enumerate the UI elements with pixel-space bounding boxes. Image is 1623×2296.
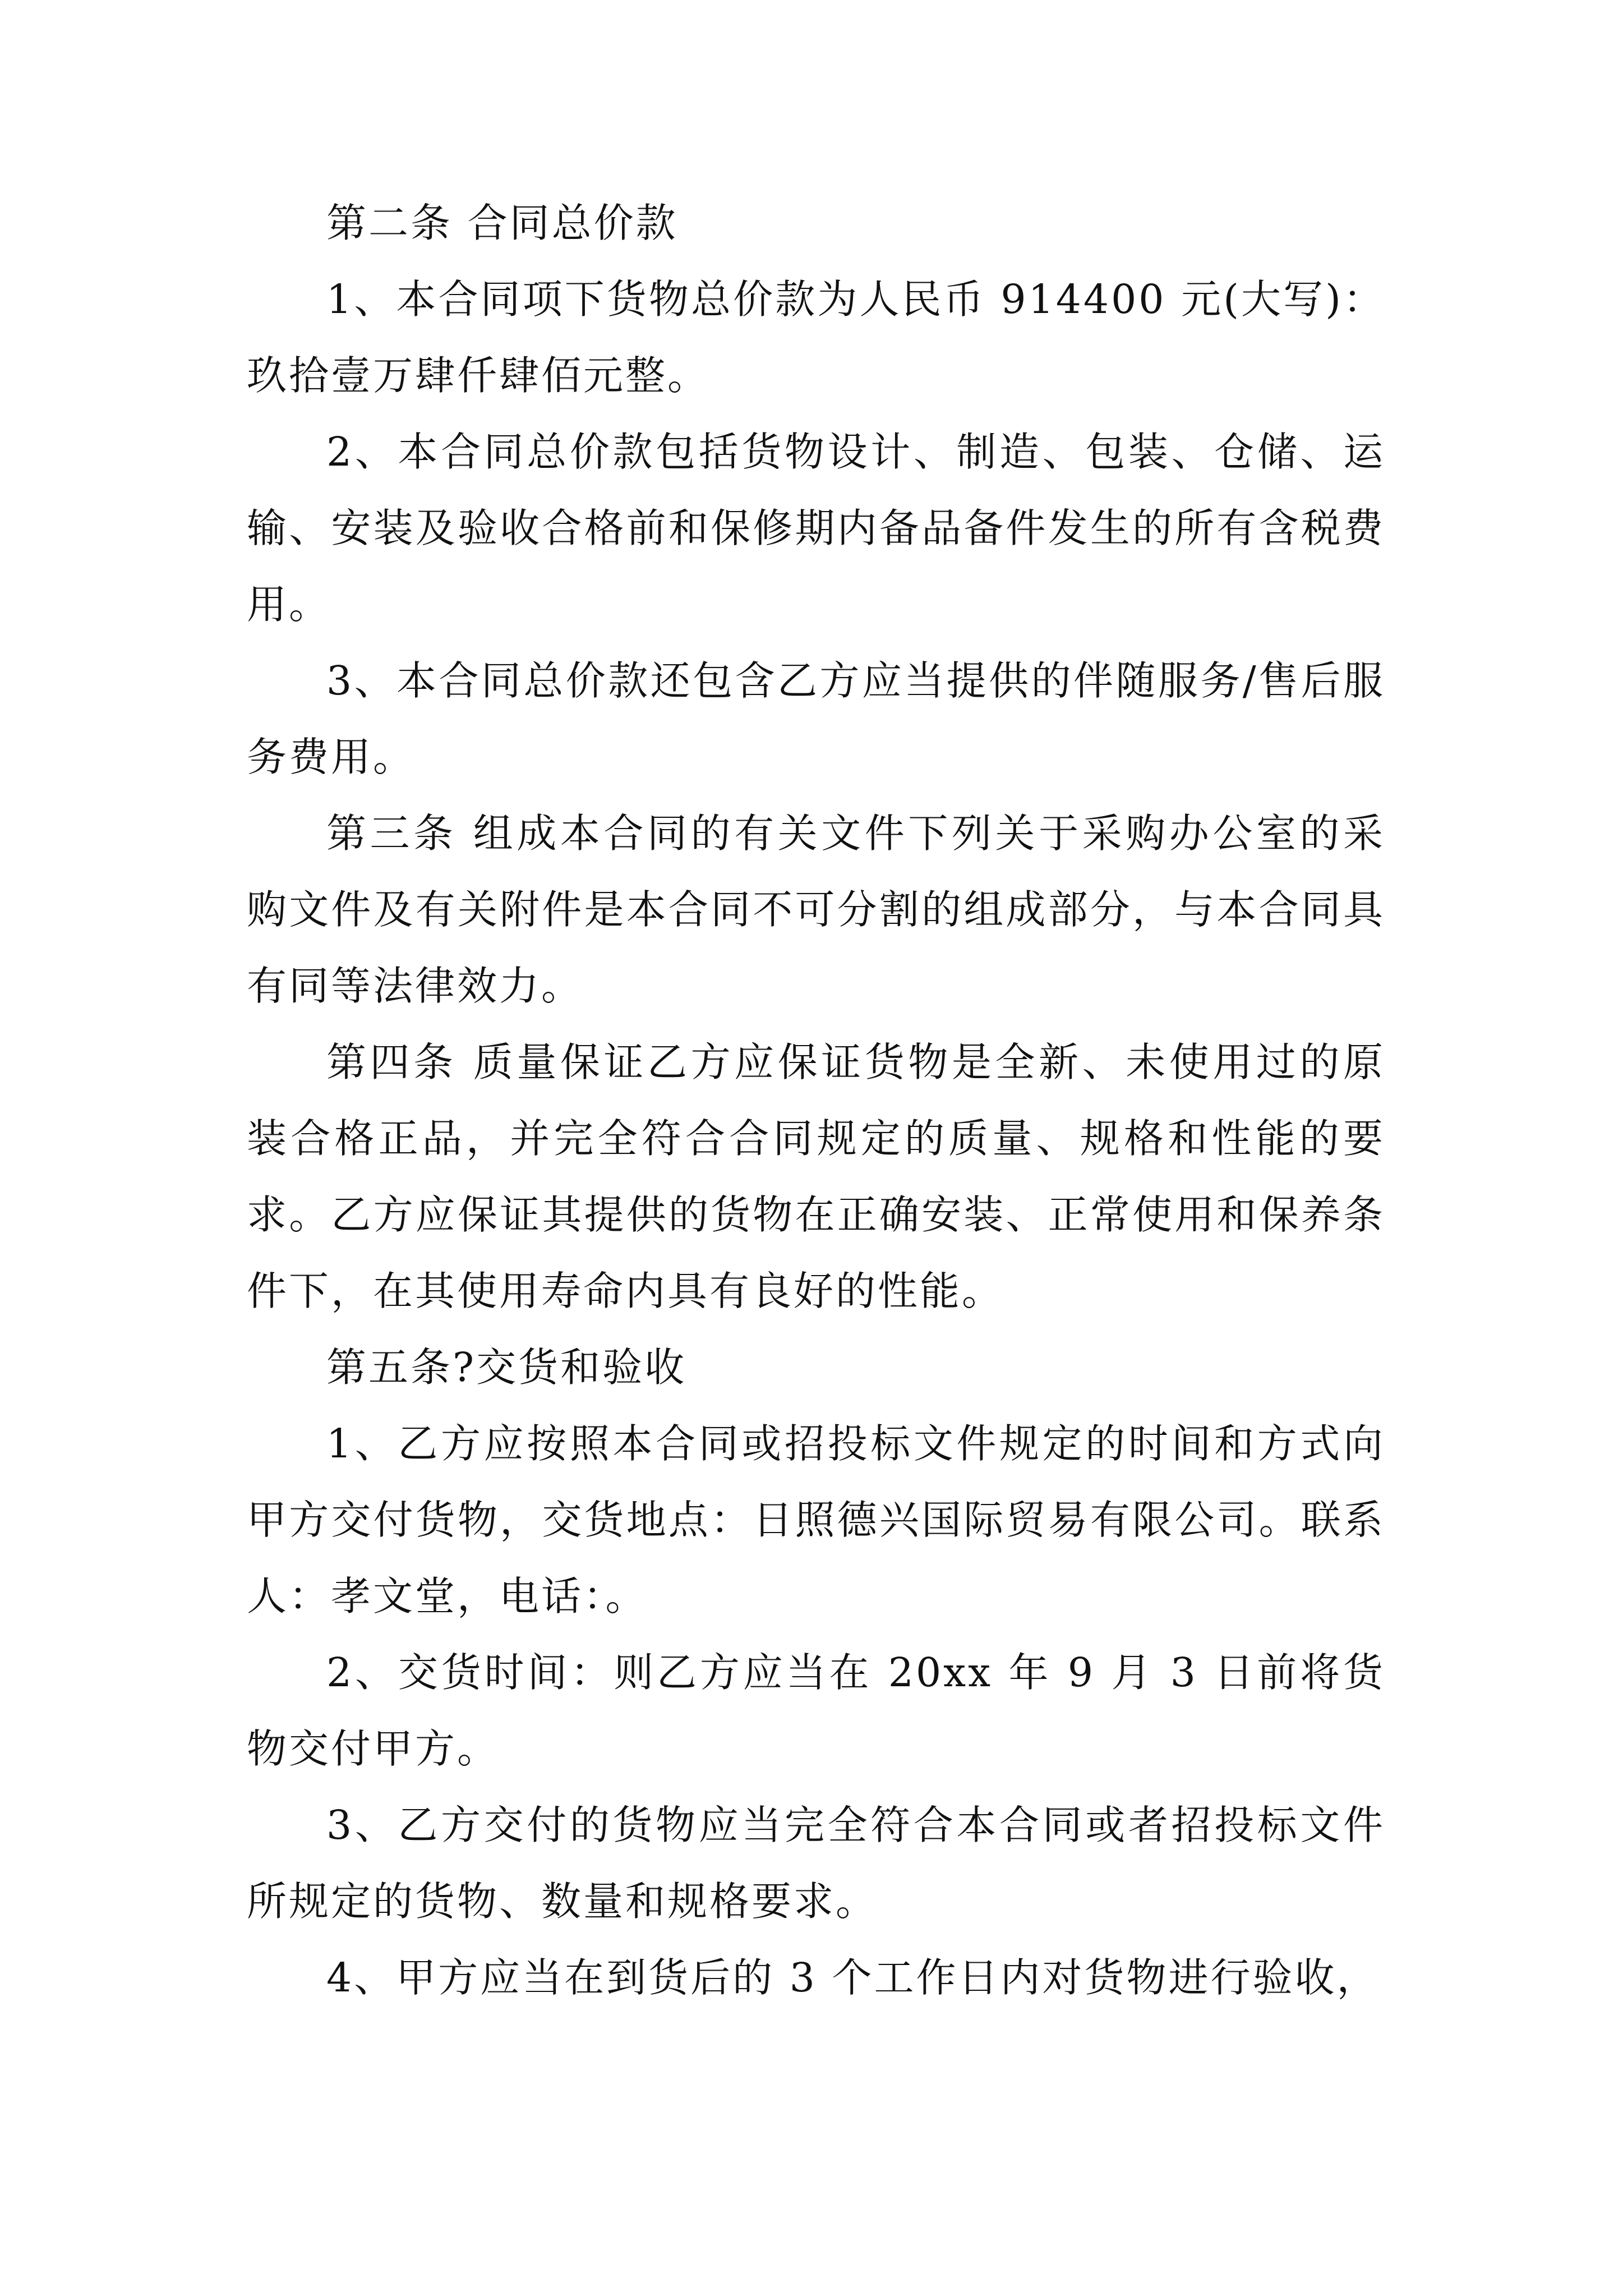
paragraph-delivery-location: 1、乙方应按照本合同或招投标文件规定的时间和方式向甲方交付货物，交货地点：日照德兴国际贸易有限公司。联系人：孝文堂，电话：。	[247, 1420, 1385, 1619]
paragraph-total-price: 1、本合同项下货物总价款为人民币 914400 元(大写)：玖拾壹万肆仟肆佰元整。	[247, 276, 1385, 399]
paragraph-article-5-heading: 第五条?交货和验收	[326, 1344, 687, 1391]
paragraph-article-2-heading: 第二条 合同总价款	[326, 200, 678, 246]
paragraph-price-includes: 2、本合同总价款包括货物设计、制造、包装、仓储、运输、安装及验收合格前和保修期内备品备件发生的所有含税费用。	[247, 429, 1385, 628]
paragraph-delivery-time: 2、交货时间：则乙方应当在 20xx 年 9 月 3 日前将货物交付甲方。	[247, 1649, 1385, 1772]
paragraph-article-3: 第三条 组成本合同的有关文件下列关于采购办公室的采购文件及有关附件是本合同不可分割的组成部分，与本合同具有同等法律效力。	[247, 810, 1385, 1009]
paragraph-delivery-requirements: 3、乙方交付的货物应当完全符合本合同或者招投标文件所规定的货物、数量和规格要求。	[247, 1802, 1385, 1925]
paragraph-article-4: 第四条 质量保证乙方应保证货物是全新、未使用过的原装合格正品，并完全符合合同规定的质量、规格和性能的要求。乙方应保证其提供的货物在正确安装、正常使用和保养条件下，在其使用寿命内具有良好的性能。	[247, 1039, 1385, 1314]
paragraph-service-fees: 3、本合同总价款还包含乙方应当提供的伴随服务/售后服务费用。	[247, 657, 1385, 780]
paragraph-acceptance: 4、甲方应当在到货后的 3 个工作日内对货物进行验收，	[326, 1954, 1379, 2001]
contract-text	[247, 185, 1385, 2016]
